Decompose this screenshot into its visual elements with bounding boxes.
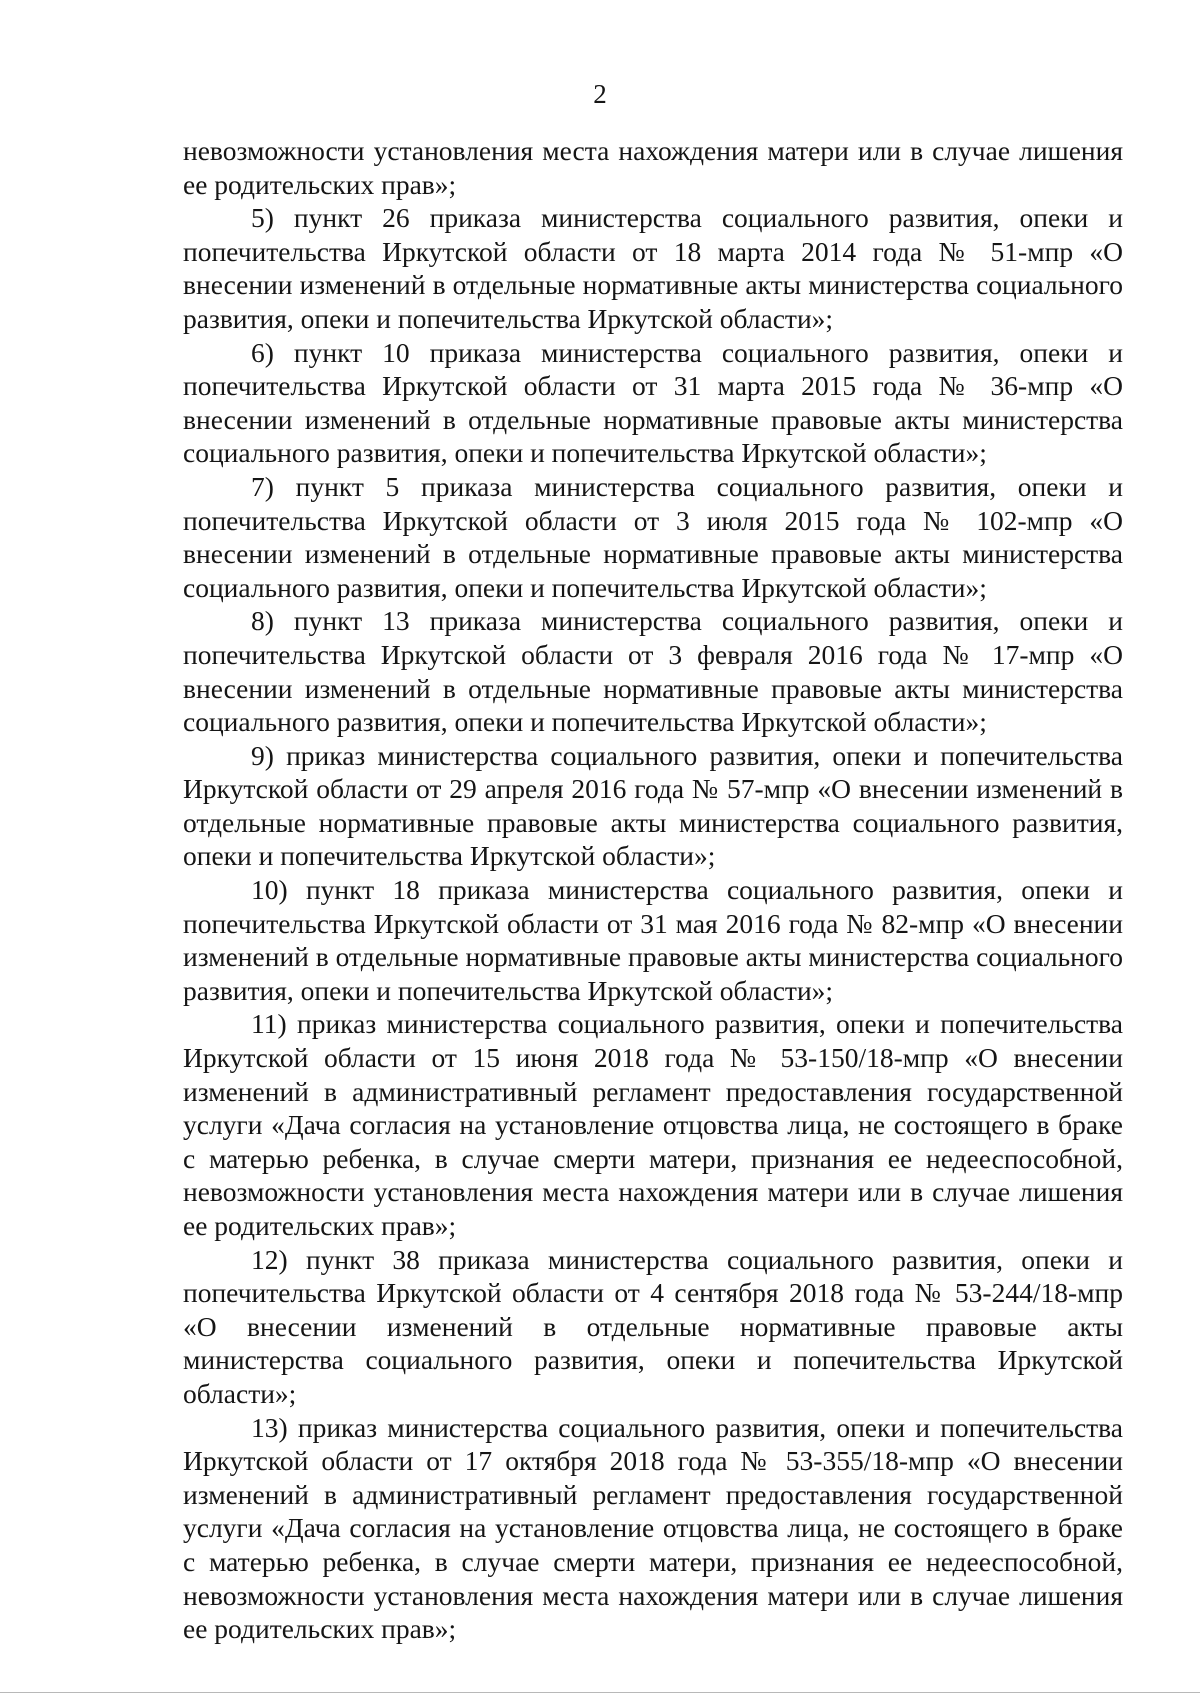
list-item-11: 11) приказ министерства социального развития, опеки и попечительства Иркутской области от 15 июня 2018 года № 53-150/18-мпр «О внесении изменений в административный регламент предоставления государственной услуги «Дача согласия на установление отцовства лица, не состоящего в браке с матерью ребенка, в случае смерти матери, признания ее недееспособной, невозможности установления места нахождения матери или в случае лишения ее родительских прав»; <box>183 1008 1123 1241</box>
list-item-12: 12) пункт 38 приказа министерства социального развития, опеки и попечительства Иркутской области от 4 сентября 2018 года № 53-244/18-мпр «О внесении изменений в отдельные нормативные правовые акты министерства социального развития, опеки и попечительства Иркутской области»; <box>183 1243 1123 1409</box>
list-item-9: 9) приказ министерства социального развития, опеки и попечительства Иркутской области от 29 апреля 2016 года № 57-мпр «О внесении изменений в отдельные нормативные правовые акты министерства социального развития, опеки и попечительства Иркутской области»; <box>183 739 1123 872</box>
list-item-5: 5) пункт 26 приказа министерства социального развития, опеки и попечительства Иркутской области от 18 марта 2014 года № 51-мпр «О внесении изменений в отдельные нормативные акты министерства социального развития, опеки и попечительства Иркутской области»; <box>183 202 1123 334</box>
list-item-13: 13) приказ министерства социального развития, опеки и попечительства Иркутской области от 17 октября 2018 года № 53-355/18-мпр «О внесении изменений в административный регламент предоставления государственной услуги «Дача согласия на установление отцовства лица, не состоящего в браке с матерью ребенка, в случае смерти матери, признания ее недееспособной, невозможности установления места нахождения матери или в случае лишения ее родительских прав»; <box>183 1411 1123 1645</box>
list-item-8: 8) пункт 13 приказа министерства социального развития, опеки и попечительства Иркутской области от 3 февраля 2016 года № 17-мпр «О внесении изменений в отдельные нормативные правовые акты министерства социального развития, опеки и попечительства Иркутской области»; <box>183 605 1123 738</box>
page-number: 2 <box>593 79 607 109</box>
list-item-7: 7) пункт 5 приказа министерства социального развития, опеки и попечительства Иркутской области от 3 июля 2015 года № 102-мпр «О внесении изменений в отдельные нормативные правовые акты министерства социального развития, опеки и попечительства Иркутской области»; <box>183 470 1123 603</box>
paragraph-continuation: невозможности установления места нахождения матери или в случае лишения ее родительских прав»; <box>183 135 1123 200</box>
document-body <box>183 134 1123 1646</box>
list-item-10: 10) пункт 18 приказа министерства социального развития, опеки и попечительства Иркутской области от 31 мая 2016 года № 82-мпр «О внесении изменений в отдельные нормативные правовые акты министерства социального развития, опеки и попечительства Иркутской области»; <box>183 874 1123 1006</box>
scan-edge-line <box>0 1692 1200 1693</box>
list-item-6: 6) пункт 10 приказа министерства социального развития, опеки и попечительства Иркутской области от 31 марта 2015 года № 36-мпр «О внесении изменений в отдельные нормативные правовые акты министерства социального развития, опеки и попечительства Иркутской области»; <box>183 336 1123 469</box>
